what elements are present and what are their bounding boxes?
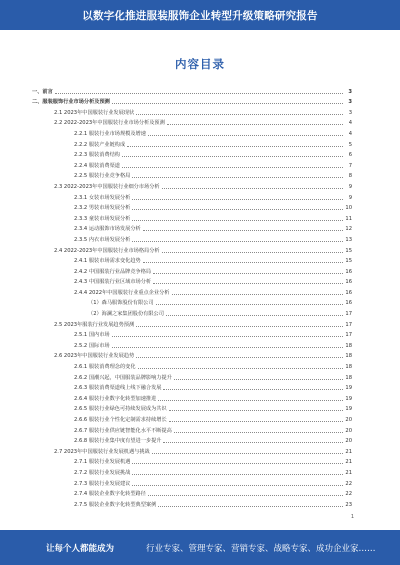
toc-entry-title: 2.6.2 国潮兴起，中国服装品牌影响力提升 — [74, 374, 172, 381]
toc-entry[interactable] — [32, 275, 352, 286]
toc-entry-title: （2）海澜之家集团股份有限公司 — [88, 311, 164, 318]
toc-entry[interactable] — [32, 359, 352, 370]
toc-entry-title: （1）森马服饰股份有限公司 — [88, 300, 154, 307]
toc-entry-title: 2.2.3 服装消费结构 — [74, 152, 120, 159]
toc-entry-title: 2.6.6 服装行业个性化定制需求持续增长 — [74, 417, 167, 423]
toc-entry[interactable] — [32, 455, 352, 466]
toc-entry[interactable] — [32, 306, 352, 317]
toc-entry-page: 11 — [345, 215, 352, 222]
toc-entry-page: 18 — [345, 353, 352, 360]
toc-entry[interactable] — [32, 148, 352, 159]
toc-dot-leader — [158, 400, 343, 401]
toc-entry-page: 21 — [345, 459, 352, 466]
toc-dot-leader — [152, 453, 343, 454]
toc-entry-page: 12 — [345, 226, 352, 233]
toc-dot-leader — [162, 188, 343, 189]
toc-entry[interactable] — [32, 370, 352, 381]
toc-entry-title: 一、前言 — [32, 88, 53, 95]
toc-dot-leader — [132, 177, 343, 178]
toc-dot-leader — [132, 199, 343, 200]
toc-entry-title: 2.6.8 服装行业集中度有望进一步提升 — [74, 438, 162, 445]
toc-entry-title: 2.7 2023年中国服装行业发展机遇与挑战 — [54, 448, 150, 455]
toc-entry-page: 20 — [345, 438, 352, 445]
toc-entry-page: 19 — [345, 395, 352, 402]
toc-entry-title: 2.2 2022-2023年中国服装行业市场分析及预测 — [54, 120, 165, 127]
toc-entry-page: 16 — [345, 268, 352, 275]
toc-entry-page: 19 — [345, 406, 352, 413]
toc-entry-page: 19 — [345, 385, 352, 392]
toc-entry-page: 23 — [345, 501, 352, 508]
toc-dot-leader — [172, 294, 344, 295]
toc-entry[interactable] — [32, 137, 352, 148]
toc-entry-page: 21 — [345, 448, 352, 455]
toc-entry[interactable] — [32, 211, 352, 222]
toc-entry-page: 17 — [345, 332, 352, 339]
toc-entry[interactable] — [32, 84, 352, 95]
toc-entry-title: 2.3.4 运动服饰市场发展分析 — [74, 226, 141, 233]
toc-dot-leader — [132, 474, 343, 475]
toc-dot-leader — [132, 220, 343, 221]
toc-entry[interactable] — [32, 179, 352, 190]
toc-entry-page: 8 — [348, 173, 352, 180]
toc-entry[interactable] — [32, 254, 352, 265]
toc-entry-title: 2.7.4 服装企业数字化转型路径 — [74, 491, 146, 498]
toc-entry[interactable] — [32, 296, 352, 307]
toc-dot-leader — [169, 421, 343, 422]
toc-entry-title: 2.1 2023年中国服装行业发展现状 — [54, 109, 135, 116]
toc-entry[interactable] — [32, 434, 352, 445]
toc-entry-title: 2.2.1 服装行业市场规模及增速 — [74, 130, 146, 137]
toc-dot-leader — [112, 347, 343, 348]
toc-entry-page: 18 — [345, 374, 352, 381]
toc-entry-page: 5 — [348, 141, 352, 148]
toc-dot-leader — [148, 135, 343, 136]
toc-dot-leader — [122, 167, 343, 168]
toc-dot-leader — [143, 262, 343, 263]
toc-entry-title: 2.2.5 服装行业竞争格局 — [74, 173, 131, 180]
toc-dot-leader — [127, 146, 343, 147]
toc-dot-leader — [136, 326, 343, 327]
toc-entry-title: 2.3.3 童装市场发展分析 — [74, 215, 131, 222]
page-number: 1 — [350, 514, 354, 520]
toc-entry-title: 2.7.3 服装行业发展建议 — [74, 480, 131, 487]
toc-entry[interactable] — [32, 328, 352, 339]
toc-entry[interactable] — [32, 476, 352, 487]
toc-entry[interactable] — [32, 497, 352, 508]
toc-entry[interactable] — [32, 423, 352, 434]
toc-dot-leader — [174, 432, 343, 433]
toc-entry-title: 2.5.1 国内市场 — [74, 332, 110, 339]
toc-entry-page: 16 — [345, 279, 352, 286]
toc-entry-page: 17 — [345, 321, 352, 328]
toc-dot-leader — [162, 252, 343, 253]
toc-dot-leader — [169, 410, 343, 411]
toc-entry[interactable] — [32, 201, 352, 212]
toc-entry-page: 4 — [348, 130, 352, 137]
toc-entry-page: 9 — [348, 183, 352, 190]
footer-slogan: 让每个人都能成为 — [46, 543, 115, 554]
toc-dot-leader — [153, 273, 343, 274]
toc-dot-leader — [112, 336, 343, 337]
toc-dot-leader — [174, 379, 343, 380]
toc-dot-leader — [132, 485, 343, 486]
toc-entry-page: 9 — [348, 194, 352, 201]
toc-entry[interactable] — [32, 412, 352, 423]
toc-entry-title: 2.7.2 服装行业发展挑战 — [74, 469, 131, 476]
toc-entry-page: 20 — [345, 417, 352, 423]
toc-entry-title: 2.3.1 女装市场发展分析 — [74, 194, 131, 201]
toc-entry[interactable] — [32, 232, 352, 243]
footer-roles: 行业专家、管理专家、营销专家、战略专家、成功企业家…… — [146, 543, 376, 554]
toc-entry-title: 2.4.2 中国服装行业品牌竞争格局 — [74, 268, 152, 275]
toc-entry[interactable] — [32, 349, 352, 360]
toc-entry-page: 16 — [345, 300, 352, 307]
toc-entry-page: 18 — [345, 342, 352, 349]
toc-entry[interactable] — [32, 285, 352, 296]
toc-entry-page: 20 — [345, 427, 352, 434]
toc-entry[interactable] — [32, 391, 352, 402]
table-of-contents — [32, 84, 352, 508]
toc-entry[interactable] — [32, 264, 352, 275]
toc-entry-title: 2.4.3 中国服装行业区域市场分析 — [74, 279, 152, 286]
toc-entry-title: 2.2.2 服装产业链构成 — [74, 141, 126, 148]
toc-entry-title: 2.6.7 服装行业供应链智能化水平不断提高 — [74, 427, 172, 434]
toc-entry-title: 2.4.1 服装市场需求变化趋势 — [74, 258, 141, 265]
toc-entry[interactable] — [32, 190, 352, 201]
toc-dot-leader — [167, 124, 343, 125]
toc-entry-page: 6 — [348, 152, 352, 159]
toc-entry-title: 2.3.2 男装市场发展分析 — [74, 205, 131, 212]
toc-entry[interactable] — [32, 126, 352, 137]
toc-dot-leader — [122, 156, 343, 157]
toc-dot-leader — [143, 230, 343, 231]
toc-dot-leader — [163, 389, 343, 390]
toc-entry-title: 2.7.1 服装行业发展机遇 — [74, 459, 131, 466]
toc-entry-page: 15 — [345, 258, 352, 265]
toc-entry-title: 2.7.5 服装企业数字化转型典型案例 — [74, 501, 157, 508]
toc-dot-leader — [166, 315, 343, 316]
report-title: 以数字化推进服装服饰企业转型升级策略研究报告 — [82, 9, 318, 22]
toc-entry[interactable] — [32, 487, 352, 498]
toc-heading: 内容目录 — [175, 57, 225, 71]
toc-dot-leader — [148, 495, 343, 496]
toc-dot-leader — [138, 368, 343, 369]
toc-entry-page: 4 — [348, 120, 352, 127]
toc-entry-title: 2.3 2022-2023年中国服装行业细分市场分析 — [54, 183, 160, 190]
toc-entry[interactable] — [32, 243, 352, 254]
toc-entry-title: 2.5 2023年服装行业发展趋势预测 — [54, 321, 135, 328]
toc-entry-page: 17 — [345, 311, 352, 318]
toc-entry-page: 21 — [345, 469, 352, 476]
toc-entry[interactable] — [32, 381, 352, 392]
toc-entry[interactable] — [32, 105, 352, 116]
toc-entry[interactable] — [32, 158, 352, 169]
toc-entry-page: 15 — [345, 247, 352, 254]
toc-dot-leader — [132, 209, 343, 210]
toc-dot-leader — [158, 506, 343, 507]
toc-entry-page: 10 — [345, 205, 352, 212]
toc-entry-page: 18 — [345, 364, 352, 371]
toc-entry[interactable] — [32, 169, 352, 180]
toc-dot-leader — [153, 283, 343, 284]
toc-entry-page: 13 — [345, 236, 352, 243]
toc-dot-leader — [132, 463, 343, 464]
toc-entry[interactable] — [32, 222, 352, 233]
toc-entry-page: 7 — [348, 162, 352, 169]
toc-entry[interactable] — [32, 402, 352, 413]
toc-dot-leader — [163, 442, 343, 443]
toc-entry[interactable] — [32, 444, 352, 455]
report-footer-bar — [0, 530, 400, 565]
toc-dot-leader — [156, 304, 343, 305]
toc-entry-title: 2.6.4 服装行业数字化转型加速推进 — [74, 395, 157, 402]
toc-entry-title: 2.6.1 服装消费理念的变化 — [74, 364, 136, 371]
toc-entry-title: 2.3.5 内衣市场发展分析 — [74, 236, 131, 243]
toc-entry-title: 2.6.3 服装消费渠道线上线下融合发展 — [74, 385, 162, 392]
toc-dot-leader — [112, 103, 343, 104]
toc-entry-page: 3 — [348, 99, 352, 106]
toc-entry-title: 2.6 2023年中国服装行业发展趋势 — [54, 353, 135, 360]
toc-entry[interactable] — [32, 95, 352, 106]
toc-dot-leader — [136, 357, 343, 358]
toc-entry-page: 3 — [348, 109, 352, 116]
toc-dot-leader — [132, 241, 343, 242]
toc-entry-page: 22 — [345, 491, 352, 498]
toc-dot-leader — [55, 93, 343, 94]
toc-entry-title: 2.5.2 国际市场 — [74, 342, 110, 349]
report-header-bar — [0, 0, 400, 30]
toc-entry-title: 二、服装服饰行业市场分析及预测 — [32, 99, 110, 106]
toc-entry[interactable] — [32, 317, 352, 328]
toc-entry-page: 22 — [345, 480, 352, 487]
toc-entry-title: 2.2.4 服装消费渠道 — [74, 162, 120, 169]
toc-entry[interactable] — [32, 116, 352, 127]
toc-entry-page: 16 — [345, 289, 352, 296]
toc-entry-page: 3 — [348, 88, 352, 95]
toc-dot-leader — [136, 114, 343, 115]
toc-entry[interactable] — [32, 338, 352, 349]
toc-entry[interactable] — [32, 465, 352, 476]
toc-entry-title: 2.4 2022-2023年中国服装行业市场格局分析 — [54, 247, 160, 254]
toc-entry-title: 2.4.4 2022年中国服装行业重点企业分析 — [74, 289, 170, 296]
toc-entry-title: 2.6.5 服装行业绿色可持续发展成为共识 — [74, 406, 167, 413]
